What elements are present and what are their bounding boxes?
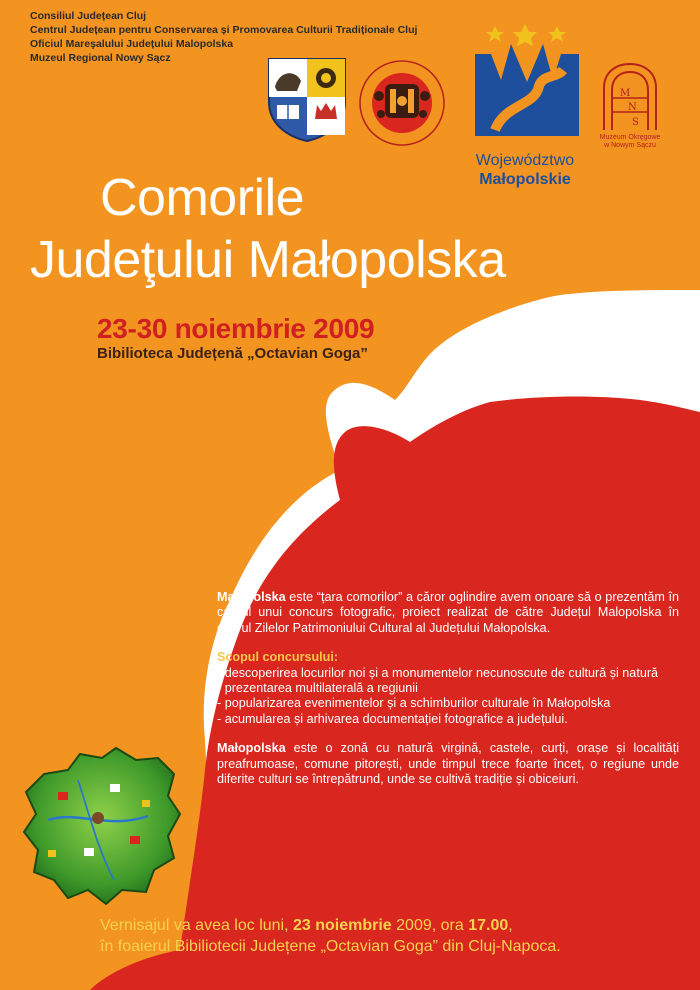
wojewodztwo-malopolskie-logo — [465, 18, 587, 146]
title-line1: Comorile — [100, 169, 305, 227]
centrul-judetean-logo — [357, 58, 447, 148]
scope-item: - descoperirea locurilor noi și a monumentelor necunoscute de cultură și natură — [217, 665, 659, 680]
organizer-line: Centrul Județean pentru Conservarea și Promovarea Culturii Tradiționale Cluj — [30, 24, 418, 36]
malopolska-map-image — [18, 740, 188, 910]
muzeum-okregowe-logo — [600, 62, 660, 132]
intro-text: este “țara comorilor” a căror oglindire avem onoare să o prezentăm în cadrul unui concurs fotografic, proiect realizat de către Județul Malopolska în cadrul Zilelor Patrimoniului Cultural al Județului Małopolska. — [217, 590, 679, 635]
description-text: este o zonă cu natură virgină, castele, curți, orașe și localități preafrumoase, comune pitorești, unde timpul trece foarte încet, o regiune unde diferite culturi se întrepătrund, unde se cultivă tradiție și obiceiuri. — [217, 741, 679, 787]
event-venue: Bibilioteca Județenă „Octavian Goga” — [97, 345, 368, 362]
scope-heading: Scopul concursului: — [217, 650, 339, 665]
museum-letter-s: S — [632, 117, 639, 128]
scope-item: - prezentarea multilaterală a regiunii — [217, 681, 418, 696]
museum-line2: w Nowym Sączu — [604, 142, 656, 149]
opening-note — [100, 915, 690, 957]
description-paragraph — [217, 741, 679, 787]
opening-text-a: Vernisajul va avea loc luni, — [100, 917, 293, 934]
museum-letter-m: M — [620, 88, 631, 99]
opening-text-c: 2009, ora — [391, 917, 469, 934]
scope-list — [217, 666, 679, 728]
content-block — [217, 590, 679, 801]
cluj-coat-of-arms-logo — [267, 57, 347, 143]
opening-time: 17.00 — [468, 917, 509, 934]
wojewodztwo-text — [459, 152, 591, 190]
organizer-line: Muzeul Regional Nowy Sącz — [30, 52, 171, 64]
event-dates: 23-30 noiembrie 2009 — [97, 313, 375, 344]
intro-bold: Małopolska — [217, 590, 286, 604]
intro-paragraph — [217, 590, 679, 636]
scope-item: - popularizarea evenimentelor și a schimburilor culturale în Małopolska — [217, 696, 611, 711]
description-bold: Małopolska — [217, 741, 286, 756]
museum-line1: Muzeum Okręgowe — [599, 134, 661, 141]
opening-line1 — [100, 915, 690, 936]
opening-line2: în foaierul Bibiliotecii Județene „Octavian Goga” din Cluj-Napoca. — [100, 938, 561, 955]
title-line2: Judeţului Małopolska — [30, 231, 506, 289]
organizer-line: Oficiul Mareşalului Județului Malopolska — [30, 38, 234, 50]
museum-letter-n: N — [628, 102, 637, 113]
opening-date: 23 noiembrie — [293, 917, 392, 934]
organizer-line: Consiliul Județean Cluj — [30, 10, 147, 22]
wojewodztwo-line1: Województwo — [475, 152, 575, 169]
opening-text-e: , — [508, 917, 513, 934]
museum-text — [588, 134, 672, 150]
wojewodztwo-line2: Małopolskie — [479, 171, 571, 188]
scope-item: - acumularea și arhivarea documentației fotografice a județului. — [217, 711, 568, 726]
organizers-list — [30, 9, 417, 65]
